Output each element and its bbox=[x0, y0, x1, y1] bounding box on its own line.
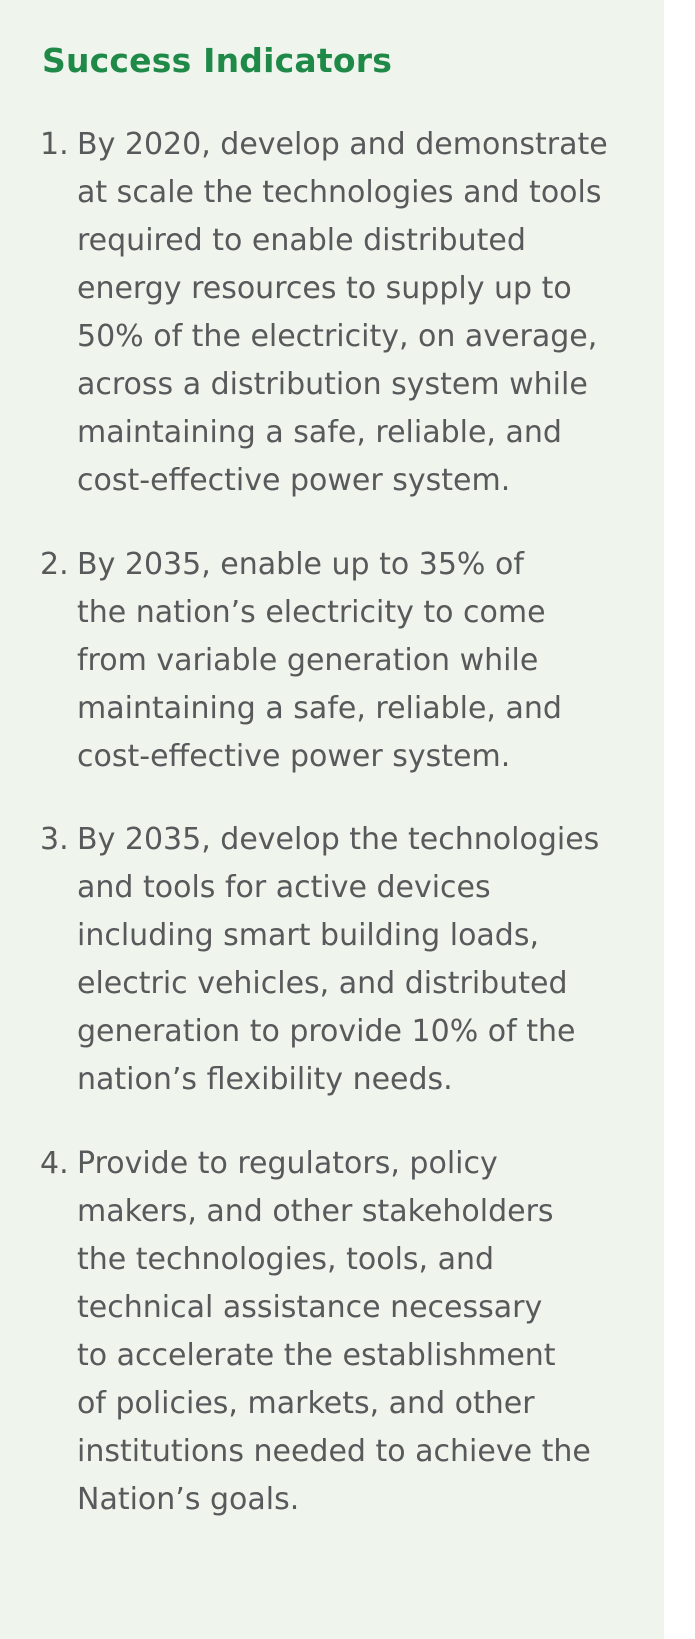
item-text-line: By 2035, develop the technologies bbox=[77, 822, 600, 857]
item-text-line: the technologies, tools, and bbox=[77, 1242, 495, 1277]
item-number: 2. bbox=[40, 547, 69, 582]
item-text-line: makers, and other stakeholders bbox=[77, 1194, 554, 1229]
item-number: 1. bbox=[40, 127, 69, 162]
indicator-item bbox=[0, 121, 664, 505]
item-text-line: including smart building loads, bbox=[77, 918, 540, 953]
item-number: 3. bbox=[40, 822, 69, 857]
item-text-line: maintaining a safe, reliable, and bbox=[77, 415, 562, 450]
item-text-line: to accelerate the establishment bbox=[77, 1338, 556, 1373]
item-text-line: By 2035, enable up to 35% of bbox=[77, 547, 524, 582]
item-text-line: maintaining a safe, reliable, and bbox=[77, 691, 562, 726]
item-text-line: required to enable distributed bbox=[77, 223, 526, 258]
item-number: 4. bbox=[40, 1146, 69, 1181]
indicator-item bbox=[0, 816, 664, 1104]
indicator-item bbox=[0, 541, 664, 781]
item-text-line: Provide to regulators, policy bbox=[77, 1146, 498, 1181]
item-text-line: generation to provide 10% of the bbox=[77, 1014, 576, 1049]
item-text-line: By 2020, develop and demonstrate bbox=[77, 127, 608, 162]
item-text-line: energy resources to supply up to bbox=[77, 271, 572, 306]
indicator-item bbox=[0, 1140, 664, 1524]
item-text-line: Nation’s goals. bbox=[77, 1482, 300, 1517]
item-text-line: and tools for active devices bbox=[77, 870, 491, 905]
item-text-line: cost-effective power system. bbox=[77, 739, 511, 774]
item-text-line: technical assistance necessary bbox=[77, 1290, 543, 1325]
item-text-line: institutions needed to achieve the bbox=[77, 1434, 591, 1469]
item-text-line: across a distribution system while bbox=[77, 367, 588, 402]
item-text-line: electric vehicles, and distributed bbox=[77, 966, 568, 1001]
panel-title: Success Indicators bbox=[42, 41, 393, 80]
item-text-line: of policies, markets, and other bbox=[77, 1386, 535, 1421]
item-text-line: the nation’s electricity to come bbox=[77, 595, 546, 630]
item-text-line: at scale the technologies and tools bbox=[77, 175, 602, 210]
item-text-line: nation’s flexibility needs. bbox=[77, 1062, 453, 1097]
item-text-line: from variable generation while bbox=[77, 643, 539, 678]
item-text-line: 50% of the electricity, on average, bbox=[77, 319, 598, 354]
item-text-line: cost-effective power system. bbox=[77, 463, 511, 498]
